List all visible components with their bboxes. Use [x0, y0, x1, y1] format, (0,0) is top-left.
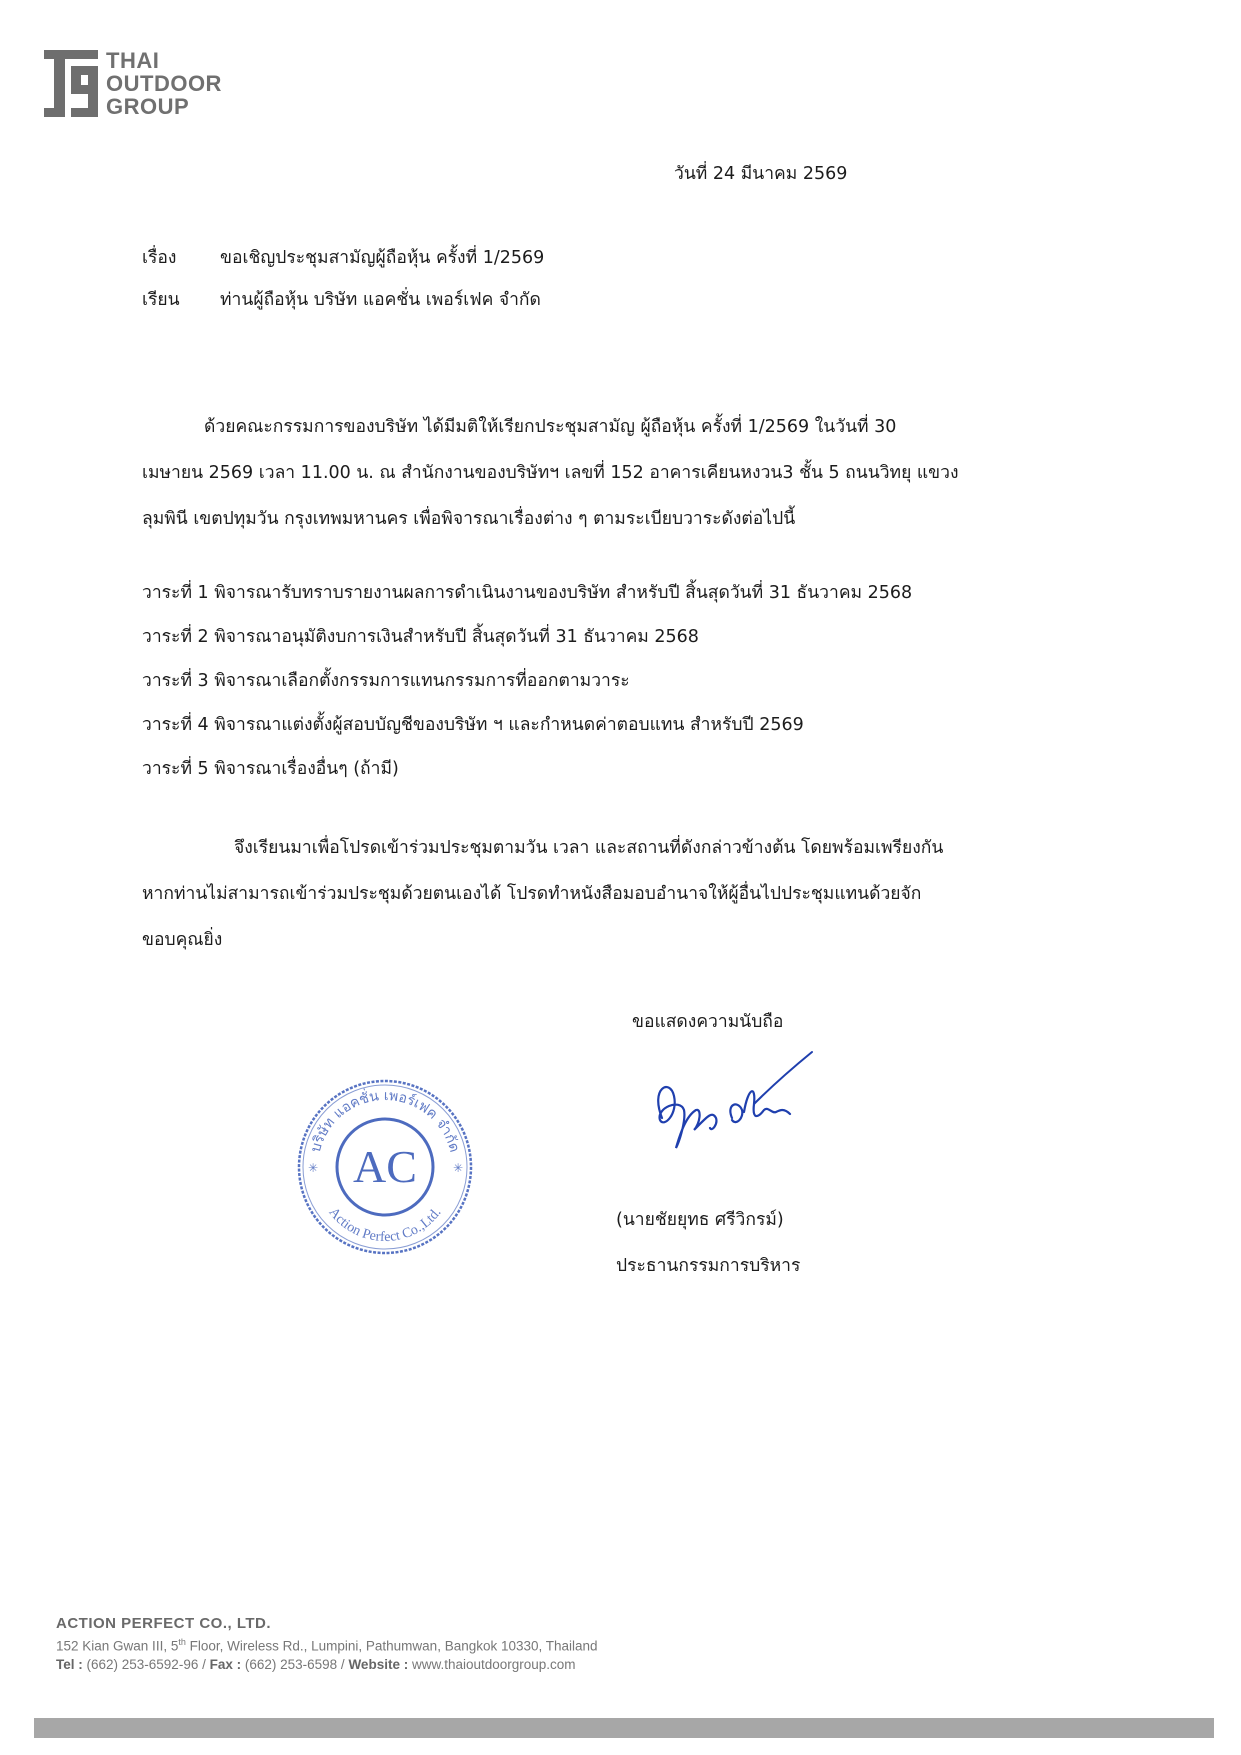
footer-contact: [56, 1657, 576, 1672]
agenda-item: วาระที่ 4 พิจารณาแต่งตั้งผู้สอบบัญชีของบริษัท ฯ และกำหนดค่าตอบแทน สำหรับปี 2569: [142, 715, 804, 735]
svg-text:✳: ✳: [308, 1161, 319, 1175]
letter-date: วันที่ 24 มีนาคม 2569: [674, 164, 848, 184]
logo-word-group: GROUP: [106, 94, 190, 119]
footer-tel-label: Tel :: [56, 1657, 83, 1672]
svg-text:Action Perfect Co.,Ltd.: [326, 1205, 445, 1245]
recipient-value: ท่านผู้ถือหุ้น บริษัท แอคชั่น เพอร์เฟค จำกัด: [220, 290, 541, 310]
agenda-item: วาระที่ 1 พิจารณารับทราบรายงานผลการดำเนินงานของบริษัท สำหรับปี สิ้นสุดวันที่ 31 ธันวาคม 2568: [142, 583, 913, 603]
valediction: ขอแสดงความนับถือ: [632, 1012, 784, 1032]
seal-bottom-text: Action Perfect Co.,Ltd.: [325, 1205, 445, 1246]
footer-website-label: Website :: [348, 1657, 409, 1672]
company-logo: [44, 50, 244, 128]
footer-address: [56, 1637, 598, 1654]
footer-fax-label: Fax :: [209, 1657, 242, 1672]
tog-logo-mark-icon: [44, 50, 100, 120]
recipient-label: เรียน: [142, 290, 180, 310]
closing-paragraph-line: จึงเรียนมาเพื่อโปรดเข้าร่วมประชุมตามวัน เวลา และสถานที่ดังกล่าวข้างต้น โดยพร้อมเพรียงกัน: [234, 838, 944, 858]
signatory-name: (นายชัยยุทธ ศรีวิกรม์): [616, 1210, 784, 1230]
closing-paragraph-line: ขอบคุณยิ่ง: [142, 930, 223, 950]
closing-paragraph-line: หากท่านไม่สามารถเข้าร่วมประชุมด้วยตนเองได้ โปรดทำหนังสือมอบอำนาจให้ผู้อื่นไปประชุมแทนด้วยจัก: [142, 884, 922, 904]
footer-fax-value: (662) 253-6598 /: [241, 1657, 349, 1672]
intro-paragraph-line: ด้วยคณะกรรมการของบริษัท ได้มีมติให้เรียกประชุมสามัญ ผู้ถือหุ้น ครั้งที่ 1/2569 ในวันที่ 30: [204, 417, 897, 437]
footer-address-part: 152 Kian Gwan III, 5: [56, 1638, 179, 1654]
company-seal-icon: [290, 1072, 480, 1262]
intro-paragraph-line: ลุมพินี เขตปทุมวัน กรุงเทพมหานคร เพื่อพิจารณาเรื่องต่าง ๆ ตามระเบียบวาระดังต่อไปนี้: [142, 509, 796, 529]
logo-word-thai: THAI: [106, 48, 160, 73]
footer-website-link[interactable]: www.thaioutdoorgroup.com: [408, 1657, 576, 1672]
seal-center-text: AC: [353, 1141, 417, 1192]
footer-address-sup: th: [178, 1637, 186, 1647]
svg-text:✳: ✳: [453, 1161, 464, 1175]
seal-top-text: บริษัท แอคชั่น เพอร์เฟค จำกัด: [307, 1087, 463, 1155]
signatory-title: ประธานกรรมการบริหาร: [616, 1256, 801, 1276]
footer-company-name: ACTION PERFECT CO., LTD.: [56, 1615, 272, 1632]
logo-word-outdoor: OUTDOOR: [106, 71, 222, 96]
subject-value: ขอเชิญประชุมสามัญผู้ถือหุ้น ครั้งที่ 1/2569: [220, 248, 545, 268]
agenda-item: วาระที่ 2 พิจารณาอนุมัติงบการเงินสำหรับปี สิ้นสุดวันที่ 31 ธันวาคม 2568: [142, 627, 699, 647]
intro-paragraph-line: เมษายน 2569 เวลา 11.00 น. ณ สำนักงานของบริษัทฯ เลขที่ 152 อาคารเคียนหงวน3 ชั้น 5 ถนนวิทยุ แขวง: [142, 463, 959, 483]
agenda-item: วาระที่ 5 พิจารณาเรื่องอื่นๆ (ถ้ามี): [142, 759, 399, 779]
handwritten-signature-icon: [640, 1048, 820, 1168]
footer-address-part: Floor, Wireless Rd., Lumpini, Pathumwan, Bangkok 10330, Thailand: [185, 1638, 598, 1654]
subject-label: เรื่อง: [142, 248, 177, 268]
agenda-item: วาระที่ 3 พิจารณาเลือกตั้งกรรมการแทนกรรมการที่ออกตามวาระ: [142, 671, 630, 691]
footer-bar: [34, 1718, 1214, 1738]
footer-tel-value: (662) 253-6592-96 /: [82, 1657, 210, 1672]
